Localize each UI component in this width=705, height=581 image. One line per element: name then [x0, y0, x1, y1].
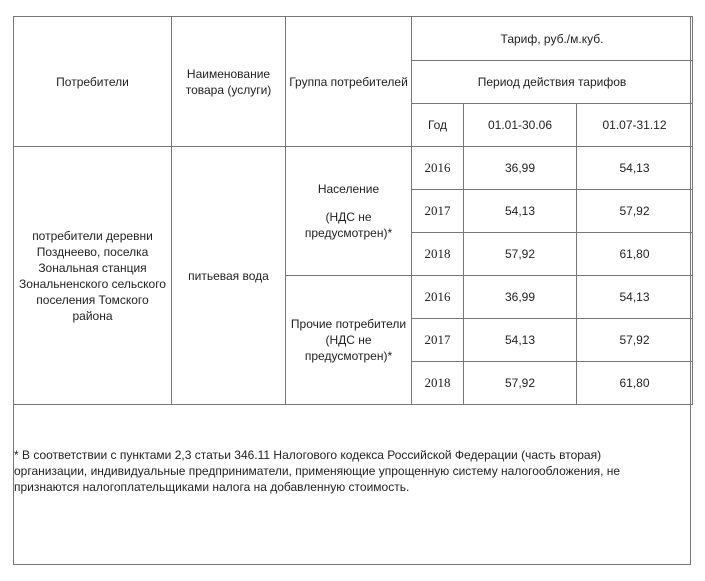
group-name: Прочие потребители	[290, 317, 407, 331]
tariff-value-h2: 54,13	[577, 276, 693, 319]
header-year: Год	[412, 104, 464, 147]
tariff-value-h1: 54,13	[464, 319, 577, 362]
group-name: Население	[317, 182, 380, 196]
tariff-value-h2: 57,92	[577, 190, 693, 233]
year-cell: 2018	[412, 362, 464, 405]
group-vat-note: (НДС не предусмотрен)*	[304, 210, 393, 240]
tariff-value-h1: 36,99	[464, 276, 577, 319]
year-cell: 2017	[412, 190, 464, 233]
tariff-value-h1: 57,92	[464, 362, 577, 405]
tariff-value-h2: 54,13	[577, 147, 693, 190]
tariff-value-h1: 36,99	[464, 147, 577, 190]
footnote: * В соответствии с пунктами 2,3 статьи 346.11 Налогового кодекса Российской Федерации (часть вторая) организации, индивидуальные предприниматели, применяющие упрощенную систему налогообложения, не признаются налогоплательщиками налога на добавленную стоимость.	[14, 448, 621, 494]
header-group: Группа потребителей	[286, 17, 412, 147]
group-cell-other	[286, 276, 412, 405]
header-period: Период действия тарифов	[412, 61, 693, 104]
header-period-second-half: 01.07-31.12	[577, 104, 693, 147]
consumers-cell: потребители деревни Позднеево, поселка Зональная станция Зональненского сельского поселения Томского района	[14, 147, 172, 405]
header-tariff: Тариф, руб./м.куб.	[412, 17, 693, 61]
header-product: Наименование товара (услуги)	[172, 17, 286, 147]
group-vat-note: (НДС не предусмотрен)*	[304, 333, 393, 363]
tariff-table	[13, 16, 693, 405]
year-cell: 2018	[412, 233, 464, 276]
tariff-value-h1: 57,92	[464, 233, 577, 276]
product-cell: питьевая вода	[172, 147, 286, 405]
tariff-value-h2: 61,80	[577, 233, 693, 276]
tariff-value-h2: 61,80	[577, 362, 693, 405]
header-consumers: Потребители	[14, 17, 172, 147]
tariff-value-h1: 54,13	[464, 190, 577, 233]
year-cell: 2016	[412, 276, 464, 319]
group-cell-population	[286, 147, 412, 276]
tariff-value-h2: 57,92	[577, 319, 693, 362]
year-cell: 2017	[412, 319, 464, 362]
header-period-first-half: 01.01-30.06	[464, 104, 577, 147]
year-cell: 2016	[412, 147, 464, 190]
